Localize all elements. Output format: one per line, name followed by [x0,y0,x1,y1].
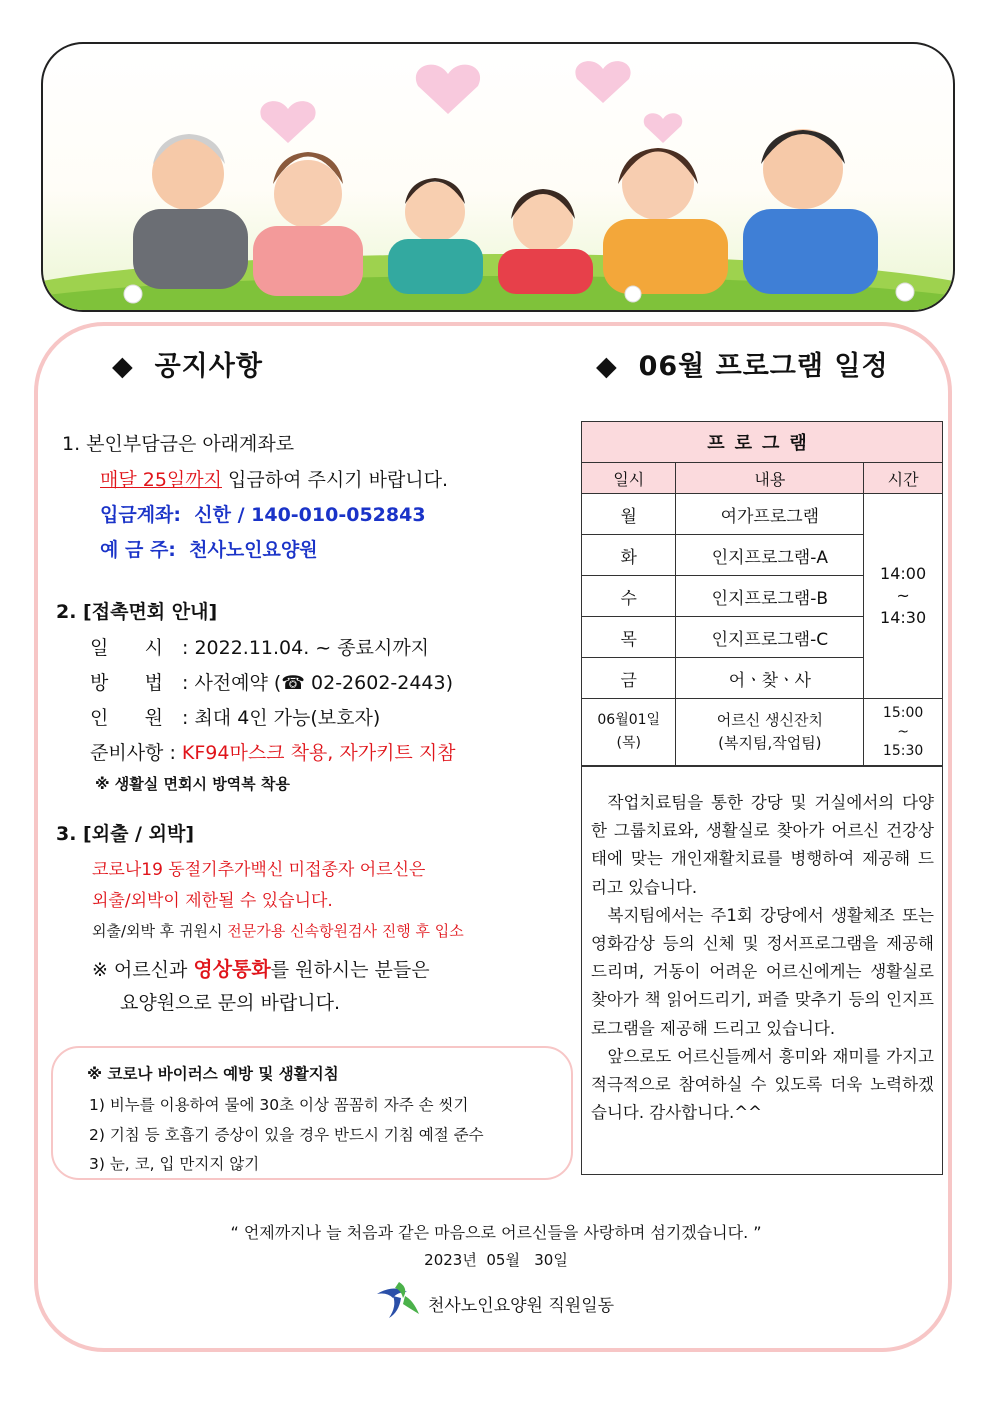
visit-date-label: 일 시 [90,637,163,659]
visit-prep-colon: : [163,742,182,764]
time-start: 14:00 [880,564,927,583]
row-content: 어ㆍ찾ㆍ사 [676,658,864,699]
holder-label: 예 금 주: [100,539,176,561]
video-call-line2: 요양원으로 문의 바랍니다. [120,992,341,1014]
description-paragraph-2: 복지팀에서는 주1회 강당에서 생활체조 또는 영화감상 등의 신체 및 정서프로그램을 제공해 드리며, 거동이 어려운 어르신에게는 생활실로 찾아가 책 읽어드리기, 퍼즐 맞추기 등의 인지프로그램을 제공해 드리고 있습니다. [591,905,934,1038]
org-logo-icon [375,1280,421,1322]
covid-item-2: 2) 기침 등 호흡기 증상이 있을 경우 반드시 기침 예절 준수 [89,1126,484,1144]
visit-note: ※ 생활실 면회시 방역복 착용 [95,775,290,793]
account-value: 신한 / 140-010-052843 [194,504,426,526]
row-day: 화 [582,535,676,576]
covid-item-1: 1) 비누를 이용하여 물에 30초 이상 꼼꼼히 자주 손 씻기 [89,1096,469,1114]
weekly-time-cell [864,494,943,699]
program-schedule-table [581,421,943,766]
visit-prep-line [90,738,456,765]
special-date-line2: (목) [616,735,641,751]
outing-line3-start: 외출/외박 후 귀원시 [92,922,228,940]
footer-date: 2023년 05월 30일 [424,1251,568,1269]
outing-line3-test: 전문가용 신속항원검사 진행 후 입소 [227,922,464,940]
row-day: 수 [582,576,676,617]
row-content: 인지프로그램-C [676,617,864,658]
special-time-tilde: ~ [897,723,909,740]
video-call-highlight: 영상통화 [193,957,271,981]
footer-quote: “ 언제까지나 늘 처음과 같은 마음으로 어르신들을 사랑하며 섬기겠습니다. ” [230,1223,762,1242]
header-content: 내용 [676,463,864,494]
schedule-title: 06월 프로그램 일정 [638,351,889,382]
account-label: 입금계좌: [100,504,182,526]
outing-line2: 외출/외박이 제한될 수 있습니다. [92,891,333,911]
time-end: 14:30 [880,608,927,627]
holder-value: 천사노인요양원 [189,539,318,561]
notice-item2-title: 2. [접촉면회 안내] [56,601,218,623]
notice-item3-title: 3. [외출 / 외박] [56,823,195,845]
header-date: 일시 [582,463,676,494]
row-content: 인지프로그램-B [676,576,864,617]
header-banner [41,42,955,312]
video-call-end: 를 원하시는 분들은 [270,959,430,981]
holder-line [100,535,318,562]
payment-instruction: 입금하여 주시기 바랍니다. [222,469,449,491]
footer-signature: 천사노인요양원 직원일동 [428,1296,615,1316]
video-call-line [92,953,430,982]
visit-people-label: 인 원 [90,707,163,729]
notice-heading [112,344,263,383]
special-content-line1: 어르신 생신잔치 [716,711,823,729]
special-date-line1: 06월01일 [597,712,661,728]
schedule-heading [596,344,889,383]
special-date [582,699,676,766]
special-time [864,699,943,766]
outing-line3 [92,920,464,941]
description-paragraph-1: 작업치료팀을 통한 강당 및 거실에서의 다양한 그룹치료와, 생활실로 찾아가 어르신 건강상태에 맞는 개인재활치료를 병행하여 제공해 드리고 있습니다. [591,793,934,897]
special-content-line2: (복지팀,작업팀) [718,734,822,752]
payment-deadline: 매달 25일까지 [100,469,222,491]
diamond-bullet-icon: ◆ [596,351,618,382]
row-day: 목 [582,617,676,658]
visit-method-value: : 사전예약 (☎ 02-2602-2443) [182,672,454,694]
visit-prep-value: KF94마스크 착용, 자가키트 지참 [181,742,456,764]
description-paragraph-3: 앞으로도 어르신들께서 흥미와 재미를 가지고 적극적으로 참여하실 수 있도록 더욱 노력하겠습니다. 감사합니다.^^ [591,1046,934,1123]
video-call-start: ※ 어르신과 [92,959,194,981]
special-content [676,699,864,766]
row-day: 금 [582,658,676,699]
program-description [581,766,943,1175]
covid-item-3: 3) 눈, 코, 입 만지지 않기 [89,1155,260,1173]
account-line [100,500,426,527]
outing-line1: 코로나19 동절기추가백신 미접종자 어르신은 [92,860,426,880]
special-time-start: 15:00 [882,704,924,721]
header-time: 시간 [864,463,943,494]
row-content: 여가프로그램 [676,494,864,535]
covid-guidelines-box [51,1046,573,1180]
notice-item1-line2 [100,465,448,492]
row-content: 인지프로그램-A [676,535,864,576]
time-tilde: ~ [896,586,910,605]
visit-date-value: : 2022.11.04. ~ 종료시까지 [182,637,430,659]
row-day: 월 [582,494,676,535]
notice-item1-line1: 1. 본인부담금은 아래계좌로 [62,433,295,455]
family-illustration-icon [43,44,953,310]
visit-people-value: : 최대 4인 가능(보호자) [182,707,381,729]
notice-title: 공지사항 [154,351,263,382]
diamond-bullet-icon: ◆ [112,351,134,382]
visit-method-label: 방 법 [90,672,163,694]
covid-title: ※ 코로나 바이러스 예방 및 생활지침 [87,1065,339,1083]
visit-prep-label: 준비사항 [90,742,164,764]
table-title: 프로그램 [582,422,943,463]
special-time-end: 15:30 [882,742,924,759]
